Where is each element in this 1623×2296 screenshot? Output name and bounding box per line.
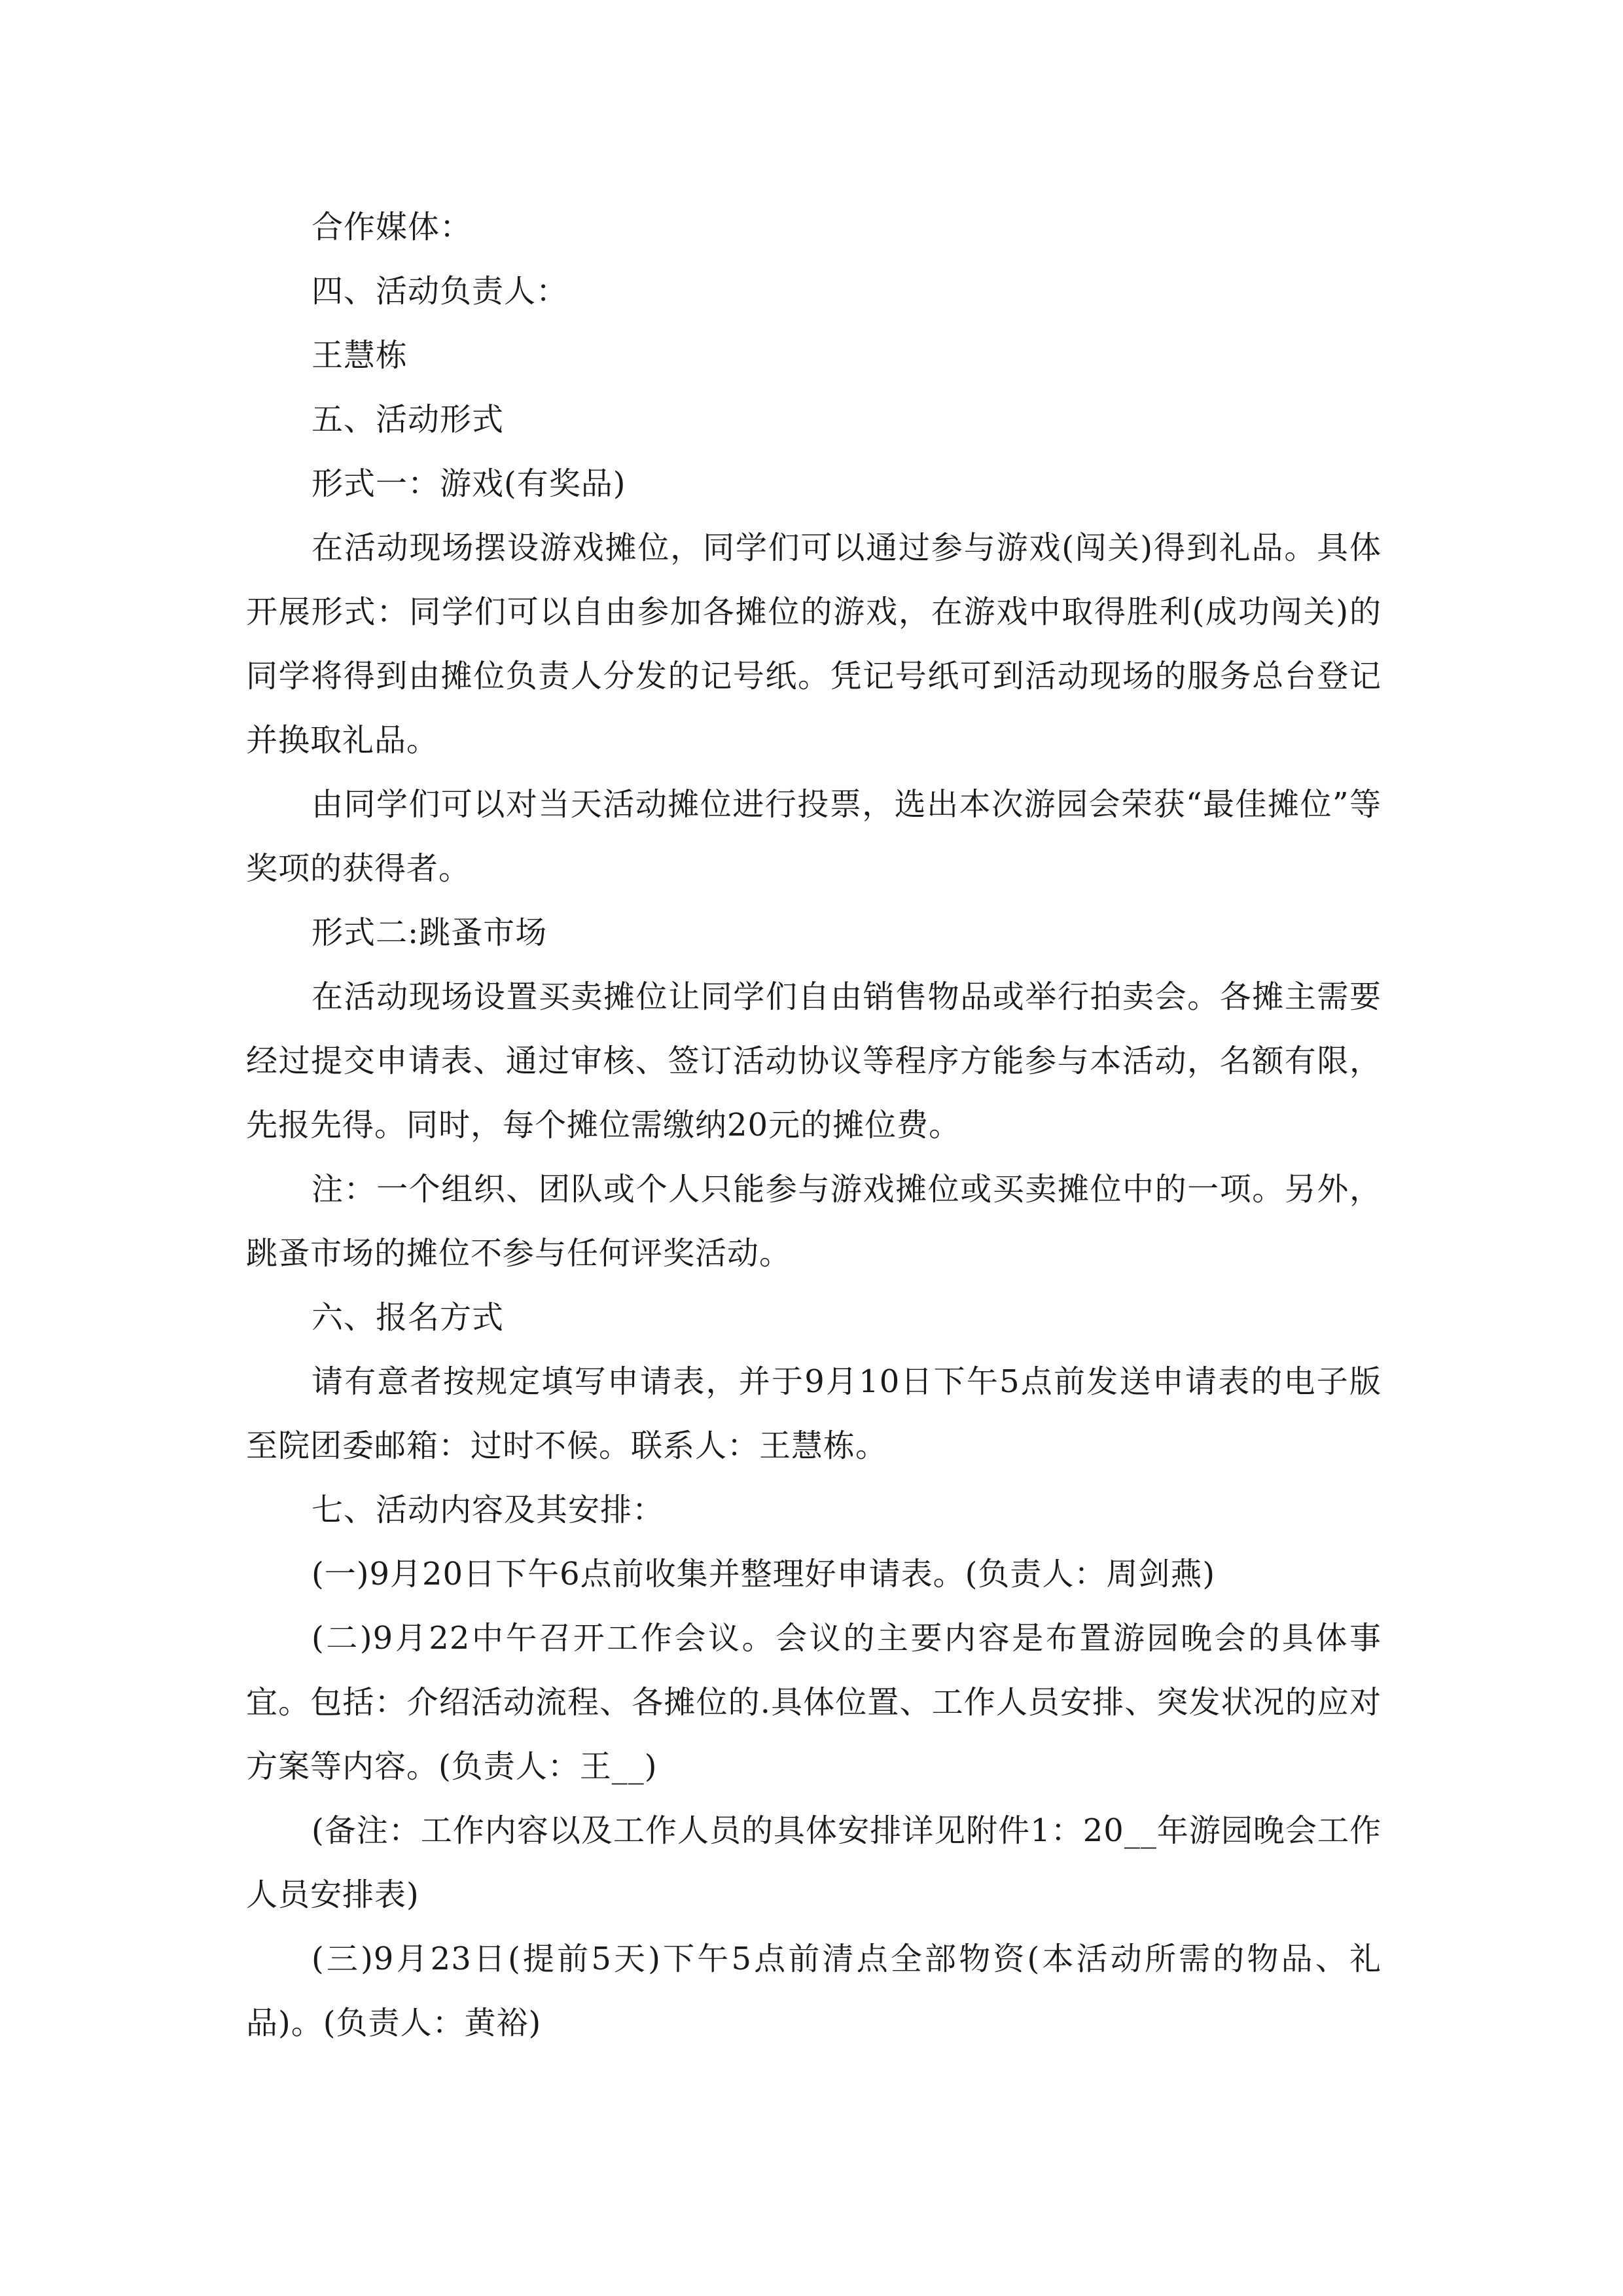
- paragraph-partner-media: 合作媒体：: [312, 209, 473, 245]
- paragraph-person-in-charge: 王慧栋: [312, 337, 408, 374]
- document-body: [246, 195, 1382, 2055]
- paragraph-flea-market: 在活动现场设置买卖摊位让同学们自由销售物品或举行拍卖会。各摊主需要经过提交申请表、通过审核、签订活动协议等程序方能参与本活动，名额有限，先报先得。同时，每个摊位需缴纳20元的摊位费。: [246, 978, 1382, 1143]
- paragraph-voting: 由同学们可以对当天活动摊位进行投票，选出本次游园会荣获“最佳摊位”等奖项的获得者。: [246, 786, 1382, 887]
- subheading-form-1: 形式一：游戏(有奖品): [312, 465, 626, 502]
- heading-section-7: 七、活动内容及其安排：: [312, 1492, 665, 1528]
- paragraph-note: 注：一个组织、团队或个人只能参与游戏摊位或买卖摊位中的一项。另外，跳蚤市场的摊位不参与任何评奖活动。: [246, 1171, 1382, 1272]
- paragraph-game-booths: 在活动现场摆设游戏摊位，同学们可以通过参与游戏(闯关)得到礼品。具体开展形式：同学们可以自由参加各摊位的游戏，在游戏中取得胜利(成功闯关)的同学将得到由摊位负责人分发的记号纸。凭记号纸可到活动现场的服务总台登记并换取礼品。: [246, 529, 1382, 759]
- paragraph-remark: (备注：工作内容以及工作人员的具体安排详见附件1：20__年游园晚会工作人员安排表): [246, 1812, 1382, 1913]
- paragraph-schedule-1: (一)9月20日下午6点前收集并整理好申请表。(负责人：周剑燕): [312, 1556, 1216, 1592]
- paragraph-registration: 请有意者按规定填写申请表，并于9月10日下午5点前发送申请表的电子版至院团委邮箱：过时不候。联系人：王慧栋。: [246, 1363, 1382, 1464]
- subheading-form-2: 形式二:跳蚤市场: [312, 914, 548, 951]
- paragraph-schedule-3: (三)9月23日(提前5天)下午5点前清点全部物资(本活动所需的物品、礼品)。(负责人：黄裕): [246, 1941, 1382, 2041]
- paragraph-schedule-2: (二)9月22中午召开工作会议。会议的主要内容是布置游园晚会的具体事宜。包括：介绍活动流程、各摊位的.具体位置、工作人员安排、突发状况的应对方案等内容。(负责人：王__): [246, 1620, 1382, 1785]
- heading-section-4: 四、活动负责人：: [312, 273, 569, 310]
- heading-section-5: 五、活动形式: [312, 401, 505, 438]
- heading-section-6: 六、报名方式: [312, 1299, 505, 1336]
